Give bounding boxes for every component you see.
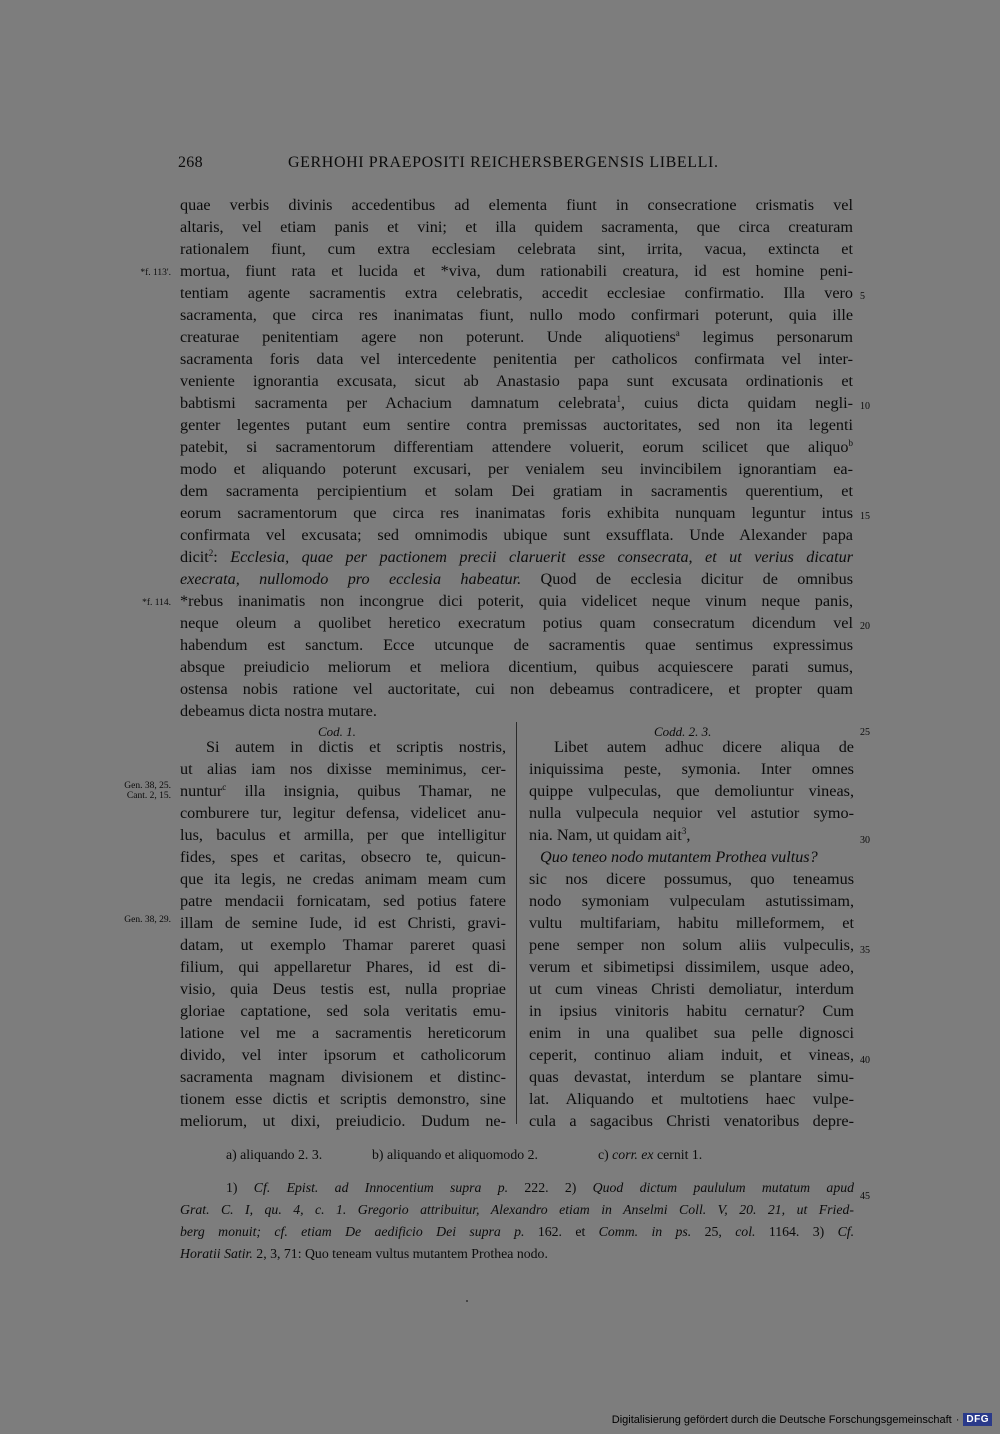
footnote-italic: Cf.	[837, 1224, 855, 1239]
text-line: illam de semine Iude, id est Christi, gravi-	[180, 914, 506, 932]
footnote-italic: Comm. in ps.	[598, 1224, 692, 1239]
funding-credit: Digitalisierung gefördert durch die Deutsche Forschungsgemeinschaft · DFG	[612, 1413, 992, 1426]
text-line	[180, 438, 853, 457]
footnote-number: 2)	[564, 1180, 577, 1195]
line-number: 10	[860, 401, 870, 412]
footnote-mark: 1	[616, 394, 622, 404]
text-line: ut cum vineas Christi demoliatur, interdum	[529, 980, 854, 998]
text-line: sic nos dicere possumus, quo teneamus	[529, 870, 854, 888]
text-line: mortua, fiunt rata et lucida et *viva, dum rationabili creatura, id est homine peni-	[180, 262, 853, 280]
text-line: divido, vel inter ipsorum et catholicorum	[180, 1046, 506, 1064]
footnote-text: 25,	[704, 1224, 722, 1239]
text-line	[529, 826, 854, 845]
footnote-text: et	[575, 1224, 586, 1239]
text-line	[180, 394, 853, 413]
dfg-logo: DFG	[963, 1413, 992, 1426]
quotation-italic: Ecclesia, quae per pactionem precii claruerit esse consecrata, et ut verius dicatur	[230, 548, 853, 566]
footnote-italic: Horatii Satir.	[180, 1246, 253, 1261]
footnote-italic: Quod dictum paululum mutatum apud	[592, 1180, 855, 1195]
text-line: patre mendacii fornicatam, sed potius fatere	[180, 892, 506, 910]
text-line: vultu multifariam, habitu milleformem, et	[529, 914, 854, 932]
text-line: datam, ut exemplo Thamar pareret quasi	[180, 936, 506, 954]
speck	[466, 1300, 468, 1302]
note-text: cernit 1.	[657, 1147, 703, 1162]
text-line: filium, qui appellaretur Phares, id est di-	[180, 958, 506, 976]
text-line: confirmata vel excusata; sed omnimodis ubique sunt exsufflata. Unde Alexander papa	[180, 526, 853, 544]
text-line: *rebus inanimatis non incongrue dici poterit, quia videlicet neque vinum neque panis,	[180, 592, 853, 610]
text-line: sacramenta, que circa res inanimatas fiunt, nullo modo confirmari poterunt, quia ille	[180, 306, 853, 324]
text-segment: , cuius dicta quidam negli-	[621, 394, 853, 412]
line-number: 35	[860, 945, 870, 956]
note-label: c)	[598, 1147, 609, 1162]
line-number: 5	[860, 291, 865, 302]
text-line: neque oleum a quolibet heretico execratum potius quam consecratum dicendum vel	[180, 614, 853, 632]
footnote-line	[180, 1224, 854, 1240]
text-segment: illa insignia, quibus Thamar, ne	[226, 782, 506, 800]
text-segment: nuntur	[180, 782, 223, 800]
footnote-text: 1164.	[768, 1224, 800, 1239]
quotation-italic: execrata, nullomodo pro ecclesia habeatur.	[180, 570, 522, 588]
text-line: latione vel me a sacramentis hereticorum	[180, 1024, 506, 1042]
variant-note-b: b) aliquando et aliquomodo 2.	[372, 1147, 538, 1162]
text-line: altaris, vel etiam panis et vini; et illa quidem sacramenta, que circa creaturam	[180, 218, 853, 236]
text-line: sacramenta magnam divisionem et distinc-	[180, 1068, 506, 1086]
text-line: fides, spes et caritas, obsecro te, quicun-	[180, 848, 506, 866]
text-line: sacramenta foris data vel intercedente penitentia per catholicos confirmata vel inter-	[180, 350, 853, 368]
text-line: veniente ignorantia excusata, sicut ab Anastasio papa sunt excusata ordinationis et	[180, 372, 853, 390]
text-line	[180, 570, 853, 589]
line-number: 45	[860, 1191, 870, 1202]
text-segment: legimus personarum	[702, 328, 853, 346]
footnote-number: 1)	[226, 1180, 238, 1195]
text-line: cula a sagacibus Christi venatoribus depre-	[529, 1112, 854, 1130]
footnote-text: 222.	[524, 1180, 549, 1195]
footnote-line	[180, 1202, 854, 1218]
text-line: in ipsius vinitoris habitu cernatur? Cum	[529, 1002, 854, 1020]
bible-ref: Gen. 38, 29.	[124, 915, 171, 925]
text-line: absque preiudicio meliorum et meliora dicentium, quibus acquiescere parati sumus,	[180, 658, 853, 676]
footnote-italic: Cf. Epist. ad Innocentium supra p.	[253, 1180, 509, 1195]
text-line: ceperit, continuo aliam induit, et vineas,	[529, 1046, 854, 1064]
footnote-text: 162.	[537, 1224, 562, 1239]
page-number: 268	[178, 154, 203, 171]
quotation-line: Quo teneo nodo mutantem Prothea vultus?	[540, 848, 818, 866]
line-number: 40	[860, 1055, 870, 1066]
column-heading-right: Codd. 2. 3.	[654, 724, 712, 739]
text-line: debeamus dicta nostra mutare.	[180, 702, 377, 720]
footnote-italic: berg monuit;	[180, 1224, 262, 1239]
footnote-text: 2, 3, 71: Quo teneam vultus mutantem Prothea nodo.	[256, 1246, 548, 1261]
text-line: genter legentes putant eum sentire contra premissas auctoritates, sed non ita legenti	[180, 416, 853, 434]
credit-text: Digitalisierung gefördert durch die Deutsche Forschungsgemeinschaft	[611, 1413, 952, 1426]
text-line: que ita legis, ne credas animam meam cum	[180, 870, 506, 888]
text-line: ut alias iam nos dixisse meminimus, cer-	[180, 760, 506, 778]
text-line: verum et sibimetipsi dissimilem, usque adeo,	[529, 958, 854, 976]
line-number: 30	[860, 835, 870, 846]
text-line: ostensa nobis ratione vel auctoritate, cui non debeamus contradicere, et propter quam	[180, 680, 853, 698]
text-segment: creaturae penitentiam agere non poterunt. Unde aliquotiens	[180, 328, 676, 346]
text-line: modo et aliquando poterunt excusari, per venialem seu invincibilem ignorantiam ea-	[180, 460, 853, 478]
text-line: quippe vulpeculas, que demoliuntur vineas,	[529, 782, 854, 800]
text-line: Si autem in dictis et scriptis nostris,	[206, 738, 506, 756]
footnote-italic: Grat. C. I, qu. 4, c. 1. Gregorio attribuitur, Alexandro etiam in Anselmi Coll. V, 20. 21, ut Fried-	[180, 1202, 854, 1217]
folio-ref: *f. 114.	[142, 598, 171, 608]
text-line: enim in una qualibet sua pelle dignosci	[529, 1024, 854, 1042]
bible-ref: Gen. 38, 25.	[124, 781, 171, 791]
footnote-italic: cf. etiam De aedificio Dei supra p.	[274, 1224, 525, 1239]
text-line: iniquissima peste, symonia. Inter omnes	[529, 760, 854, 778]
column-divider	[516, 722, 517, 1124]
text-line	[180, 328, 853, 347]
variant-mark: b	[848, 438, 853, 448]
footnote-line	[180, 1246, 548, 1262]
text-line: habendum est sanctum. Ecce utcunque de sacramentis quae sentimus expressimus	[180, 636, 853, 654]
text-segment: babtismi sacramenta per Achacium damnatum celebrata	[180, 394, 617, 412]
line-number: 25	[860, 727, 870, 738]
text-segment: dicit	[180, 548, 209, 566]
text-segment: patebit, si sacramentorum differentiam attendere voluerit, eorum scilicet que aliquo	[180, 438, 849, 456]
text-line: tentiam agente sacramentis extra celebratis, accedit ecclesiae confirmatio. Illa vero	[180, 284, 853, 302]
text-line: quae verbis divinis accedentibus ad elementa fiunt in consecratione crismatis vel	[180, 196, 853, 214]
text-line: nulla vulpecula nequior vel astutior symo-	[529, 804, 854, 822]
variant-note-a: a) aliquando 2. 3.	[226, 1147, 323, 1162]
bible-ref: Cant. 2, 15.	[126, 791, 171, 801]
text-line: tionem esse dictis et scriptis demonstro, sine	[180, 1090, 506, 1108]
line-number: 15	[860, 511, 870, 522]
text-line: visio, quia Deus testis est, nulla propriae	[180, 980, 506, 998]
line-number: 20	[860, 621, 870, 632]
column-heading-left: Cod. 1.	[318, 724, 356, 739]
text-line: comburere tur, legitur defensa, videlicet anu-	[180, 804, 506, 822]
text-line: nodo symoniam vulpeculam astutissimam,	[529, 892, 854, 910]
footnote-italic: col.	[735, 1224, 756, 1239]
footnote-line	[226, 1180, 854, 1196]
text-line: dem sacramenta percipientium et solam Dei gratiam in sacramentis querentium, et	[180, 482, 853, 500]
text-line: gloriae captatione, sed sola veritatis emu-	[180, 1002, 506, 1020]
text-segment: :	[213, 548, 218, 566]
variant-mark: a	[675, 328, 680, 338]
text-line: eorum sacramentorum que circa res inanimatas foris exhibita nunquam leguntur intus	[180, 504, 853, 522]
folio-ref: *f. 113'.	[140, 268, 171, 278]
text-segment: nia. Nam, ut quidam ait	[529, 826, 682, 844]
footnote-number: 3)	[812, 1224, 825, 1239]
text-line: lus, baculus et armilla, per que intelligitur	[180, 826, 506, 844]
variant-mark: c	[222, 782, 227, 792]
text-line: rationalem fiunt, cum extra ecclesiam celebrata sint, irrita, vacua, extincta et	[180, 240, 853, 258]
note-italic: corr. ex	[612, 1147, 654, 1162]
running-title: GERHOHI PRAEPOSITI REICHERSBERGENSIS LIBELLI.	[288, 154, 719, 171]
text-segment: ,	[686, 826, 691, 844]
text-line: pene semper non solum aliis vulpeculis,	[529, 936, 854, 954]
text-line: quas devastat, interdum se plantare simu-	[529, 1068, 854, 1086]
footnote-mark: 3	[681, 826, 687, 836]
footnote-mark: 2	[208, 548, 214, 558]
variant-note-c	[598, 1147, 702, 1163]
text-line: lat. Aliquando et multotiens haec vulpe-	[529, 1090, 854, 1108]
text-line	[180, 548, 853, 567]
text-line: meliorum, ut dixi, preiudicio. Dudum ne-	[180, 1112, 506, 1130]
text-line: Libet autem adhuc dicere aliqua de	[554, 738, 854, 756]
page-header	[178, 154, 858, 180]
text-segment: Quod de ecclesia dicitur de omnibus	[540, 570, 854, 588]
text-line	[180, 782, 506, 801]
